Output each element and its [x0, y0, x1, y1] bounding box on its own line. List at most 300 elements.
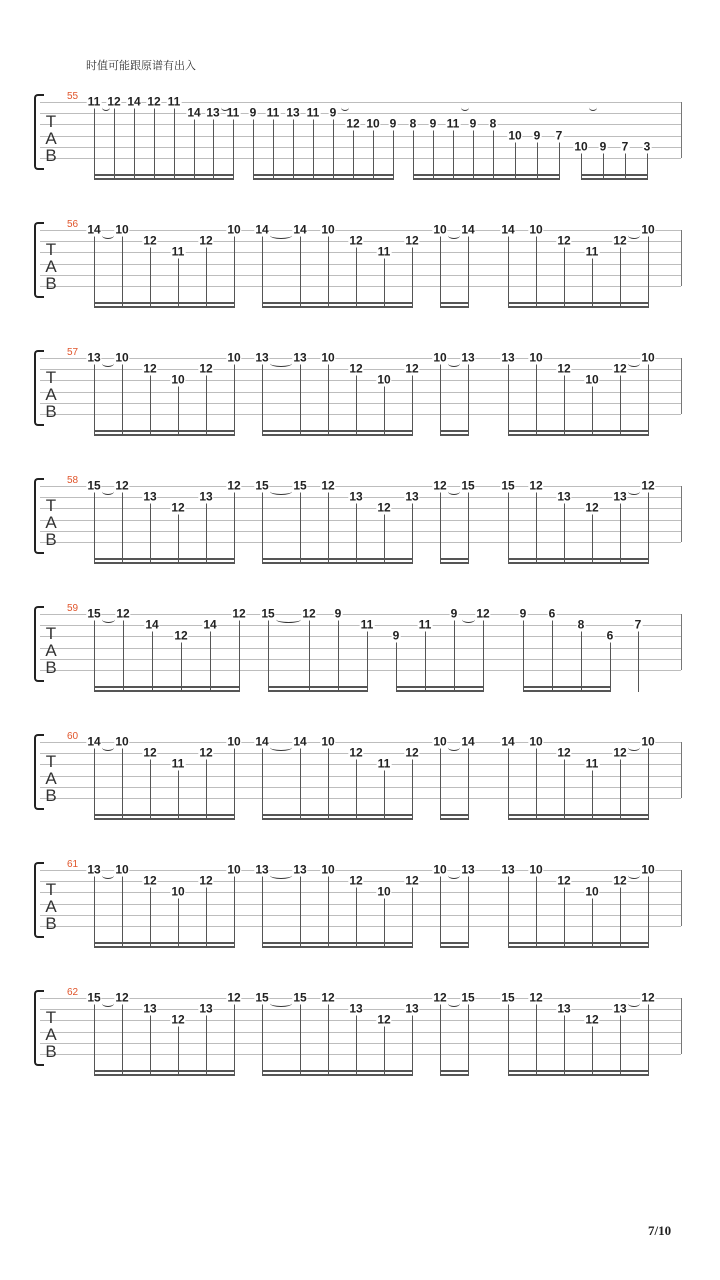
note-stem	[648, 876, 649, 948]
fret-number: 11	[585, 244, 599, 259]
note-stem	[356, 503, 357, 564]
tab-clef-letter: T	[45, 880, 57, 899]
fret-number: 7	[634, 617, 642, 632]
staff-line	[40, 358, 681, 359]
fret-number: 10	[529, 734, 543, 749]
fret-number: 6	[606, 628, 614, 643]
tab-system	[0, 987, 720, 1108]
tab-clef-letter: T	[45, 624, 57, 643]
note-stem	[413, 130, 414, 180]
fret-number: 14	[187, 105, 201, 120]
fret-number: 12	[405, 361, 419, 376]
note-stem	[564, 247, 565, 308]
note-beam	[523, 690, 611, 692]
note-beam	[94, 686, 240, 688]
note-stem	[393, 130, 394, 180]
note-stem	[468, 748, 469, 820]
barline	[681, 102, 682, 158]
fret-number: 9	[469, 116, 477, 131]
tab-system	[0, 603, 720, 724]
tab-clef-letter: T	[45, 112, 57, 131]
fret-number: 12	[405, 233, 419, 248]
tab-clef	[43, 113, 59, 164]
fret-number: 11	[446, 116, 460, 131]
measure-number: 60	[67, 731, 79, 742]
staff-line	[40, 486, 681, 487]
note-stem	[94, 620, 95, 692]
slur-mark	[102, 232, 114, 239]
note-stem	[181, 642, 182, 692]
fret-number: 9	[599, 139, 607, 154]
note-beam	[440, 1070, 469, 1072]
note-beam	[94, 690, 240, 692]
note-stem	[328, 364, 329, 436]
slur-mark	[628, 872, 640, 879]
note-stem	[210, 631, 211, 692]
tab-clef-letter: A	[45, 129, 57, 148]
note-stem	[610, 642, 611, 692]
note-stem	[592, 386, 593, 436]
note-stem	[648, 748, 649, 820]
note-stem	[620, 887, 621, 948]
note-stem	[536, 492, 537, 564]
note-beam	[440, 430, 469, 432]
fret-number: 13	[349, 489, 363, 504]
staff-line	[40, 1043, 681, 1044]
slur-mark	[589, 104, 597, 111]
note-stem	[384, 514, 385, 564]
barline	[681, 358, 682, 414]
staff-line	[40, 264, 681, 265]
note-stem	[412, 887, 413, 948]
fret-number: 12	[377, 1012, 391, 1027]
slur-mark	[341, 104, 349, 111]
note-beam	[262, 306, 413, 308]
tab-clef-letter: B	[45, 658, 57, 677]
fret-number: 15	[293, 478, 307, 493]
note-stem	[493, 130, 494, 180]
note-stem	[234, 1004, 235, 1076]
fret-number: 10	[366, 116, 380, 131]
note-stem	[206, 375, 207, 436]
fret-number: 13	[87, 862, 101, 877]
note-stem	[648, 492, 649, 564]
fret-number: 13	[293, 350, 307, 365]
note-beam	[581, 178, 648, 180]
tab-clef-letter: A	[45, 257, 57, 276]
note-stem	[178, 514, 179, 564]
fret-number: 14	[501, 222, 515, 237]
slur-mark	[270, 744, 292, 751]
fret-number: 14	[87, 222, 101, 237]
slur-mark	[276, 616, 301, 623]
fret-number: 12	[349, 745, 363, 760]
tab-clef-letter: B	[45, 1042, 57, 1061]
fret-number: 8	[409, 116, 417, 131]
staff-line	[40, 798, 681, 799]
staff-line	[40, 776, 681, 777]
slur-mark	[628, 232, 640, 239]
note-stem	[150, 375, 151, 436]
fret-number: 10	[433, 222, 447, 237]
note-stem	[253, 119, 254, 180]
note-stem	[178, 770, 179, 820]
barline	[681, 870, 682, 926]
fret-number: 14	[293, 222, 307, 237]
fret-number: 15	[87, 990, 101, 1005]
note-stem	[536, 1004, 537, 1076]
note-stem	[523, 620, 524, 692]
fret-number: 10	[641, 350, 655, 365]
note-stem	[384, 386, 385, 436]
slur-mark	[462, 616, 475, 623]
tab-clef-letter: A	[45, 641, 57, 660]
fret-number: 12	[321, 990, 335, 1005]
note-stem	[648, 236, 649, 308]
tab-clef-letter: T	[45, 1008, 57, 1027]
note-stem	[454, 620, 455, 692]
staff-line	[40, 998, 681, 999]
fret-number: 12	[557, 745, 571, 760]
note-stem	[536, 364, 537, 436]
tab-clef-letter: A	[45, 897, 57, 916]
note-beam	[262, 562, 413, 564]
note-stem	[552, 620, 553, 692]
fret-number: 12	[115, 990, 129, 1005]
note-stem	[333, 119, 334, 180]
note-stem	[508, 236, 509, 308]
tab-clef	[43, 1009, 59, 1060]
note-stem	[213, 119, 214, 180]
fret-number: 14	[145, 617, 159, 632]
note-stem	[94, 492, 95, 564]
fret-number: 12	[227, 478, 241, 493]
note-stem	[152, 631, 153, 692]
fret-number: 13	[613, 489, 627, 504]
note-stem	[483, 620, 484, 692]
fret-number: 12	[613, 873, 627, 888]
fret-number: 13	[405, 1001, 419, 1016]
fret-number: 10	[508, 128, 522, 143]
measure-number: 56	[67, 219, 79, 230]
note-beam	[94, 434, 235, 436]
tab-clef-letter: T	[45, 368, 57, 387]
page-number: 7/10	[648, 1223, 672, 1238]
note-stem	[268, 620, 269, 692]
note-stem	[536, 876, 537, 948]
note-stem	[150, 503, 151, 564]
fret-number: 13	[293, 862, 307, 877]
fret-number: 10	[641, 222, 655, 237]
note-stem	[508, 748, 509, 820]
fret-number: 12	[349, 233, 363, 248]
fret-number: 11	[377, 244, 391, 259]
note-stem	[592, 1026, 593, 1076]
tab-system	[0, 91, 720, 212]
note-stem	[468, 236, 469, 308]
fret-number: 14	[87, 734, 101, 749]
note-beam	[94, 946, 235, 948]
fret-number: 13	[405, 489, 419, 504]
fret-number: 12	[147, 94, 161, 109]
barline	[681, 998, 682, 1054]
fret-number: 12	[346, 116, 360, 131]
note-stem	[564, 887, 565, 948]
note-beam	[508, 302, 649, 304]
note-beam	[508, 558, 649, 560]
fret-number: 10	[321, 350, 335, 365]
note-stem	[440, 748, 441, 820]
fret-number: 10	[227, 862, 241, 877]
fret-number: 11	[418, 617, 432, 632]
fret-number: 12	[171, 500, 185, 515]
note-stem	[94, 108, 95, 180]
staff-line	[40, 113, 681, 114]
note-stem	[328, 748, 329, 820]
note-stem	[239, 620, 240, 692]
tab-clef-letter: A	[45, 1025, 57, 1044]
note-stem	[234, 364, 235, 436]
fret-number: 10	[377, 372, 391, 387]
slur-mark	[270, 1000, 292, 1007]
tab-system	[0, 219, 720, 340]
note-stem	[328, 492, 329, 564]
staff-line	[40, 904, 681, 905]
note-beam	[581, 174, 648, 176]
fret-number: 9	[389, 116, 397, 131]
slur-mark	[448, 360, 460, 367]
slur-mark	[102, 616, 115, 623]
note-beam	[508, 1070, 649, 1072]
staff-line	[40, 392, 681, 393]
fret-number: 10	[433, 734, 447, 749]
barline	[681, 486, 682, 542]
note-stem	[536, 236, 537, 308]
fret-number: 12	[476, 606, 490, 621]
note-beam	[94, 430, 235, 432]
note-stem	[453, 130, 454, 180]
note-beam	[523, 686, 611, 688]
note-stem	[356, 247, 357, 308]
note-stem	[300, 876, 301, 948]
note-beam	[440, 562, 469, 564]
note-stem	[114, 108, 115, 180]
tab-clef-letter: B	[45, 274, 57, 293]
staff-line	[40, 136, 681, 137]
note-stem	[300, 364, 301, 436]
fret-number: 13	[199, 489, 213, 504]
note-stem	[300, 1004, 301, 1076]
barline	[681, 742, 682, 798]
fret-number: 8	[577, 617, 585, 632]
staff-line	[40, 659, 681, 660]
slur-mark	[628, 488, 640, 495]
fret-number: 12	[613, 233, 627, 248]
note-beam	[440, 814, 469, 816]
fret-number: 15	[261, 606, 275, 621]
fret-number: 12	[171, 1012, 185, 1027]
note-beam	[94, 302, 235, 304]
fret-number: 15	[87, 606, 101, 621]
fret-number: 15	[87, 478, 101, 493]
note-beam	[440, 818, 469, 820]
barline	[681, 614, 682, 670]
note-beam	[262, 302, 413, 304]
staff-line	[40, 926, 681, 927]
note-stem	[648, 364, 649, 436]
staff-line	[40, 230, 681, 231]
fret-number: 12	[321, 478, 335, 493]
fret-number: 12	[433, 990, 447, 1005]
fret-number: 10	[227, 222, 241, 237]
staff-line	[40, 670, 681, 671]
fret-number: 12	[302, 606, 316, 621]
note-stem	[178, 898, 179, 948]
fret-number: 13	[87, 350, 101, 365]
note-beam	[396, 690, 484, 692]
fret-number: 10	[321, 734, 335, 749]
note-stem	[592, 514, 593, 564]
note-stem	[122, 748, 123, 820]
fret-number: 10	[115, 734, 129, 749]
note-stem	[356, 1015, 357, 1076]
note-beam	[94, 558, 235, 560]
note-beam	[508, 1074, 649, 1076]
note-stem	[353, 130, 354, 180]
note-stem	[122, 492, 123, 564]
note-stem	[468, 492, 469, 564]
note-stem	[384, 770, 385, 820]
slur-mark	[102, 744, 114, 751]
fret-number: 12	[232, 606, 246, 621]
fret-number: 15	[501, 478, 515, 493]
fret-number: 13	[557, 1001, 571, 1016]
tab-system	[0, 475, 720, 596]
tab-clef-letter: A	[45, 513, 57, 532]
slur-mark	[102, 1000, 114, 1007]
fret-number: 12	[143, 361, 157, 376]
fret-number: 11	[226, 105, 240, 120]
note-beam	[262, 434, 413, 436]
note-stem	[412, 503, 413, 564]
fret-number: 13	[286, 105, 300, 120]
transcription-note: 时值可能跟原谱有出入	[86, 59, 196, 72]
note-stem	[194, 119, 195, 180]
note-stem	[122, 1004, 123, 1076]
note-stem	[592, 770, 593, 820]
note-beam	[94, 562, 235, 564]
slur-mark	[221, 104, 229, 111]
measure-number: 59	[67, 603, 79, 614]
fret-number: 14	[461, 222, 475, 237]
note-beam	[94, 814, 235, 816]
fret-number: 10	[171, 884, 185, 899]
fret-number: 9	[334, 606, 342, 621]
fret-number: 14	[127, 94, 141, 109]
tab-system	[0, 731, 720, 852]
fret-number: 12	[107, 94, 121, 109]
note-stem	[581, 631, 582, 692]
note-stem	[620, 759, 621, 820]
measure-number: 55	[67, 91, 79, 102]
tab-clef-letter: A	[45, 769, 57, 788]
measure-number: 57	[67, 347, 79, 358]
note-stem	[328, 1004, 329, 1076]
note-beam	[440, 306, 469, 308]
fret-number: 12	[199, 361, 213, 376]
fret-number: 10	[641, 862, 655, 877]
fret-number: 14	[203, 617, 217, 632]
fret-number: 12	[143, 233, 157, 248]
fret-number: 12	[199, 745, 213, 760]
fret-number: 12	[174, 628, 188, 643]
fret-number: 11	[167, 94, 181, 109]
fret-number: 9	[519, 606, 527, 621]
note-beam	[440, 942, 469, 944]
fret-number: 10	[433, 862, 447, 877]
note-stem	[468, 1004, 469, 1076]
fret-number: 13	[255, 350, 269, 365]
fret-number: 12	[143, 873, 157, 888]
note-beam	[94, 818, 235, 820]
fret-number: 12	[557, 233, 571, 248]
note-stem	[373, 130, 374, 180]
note-stem	[262, 364, 263, 436]
note-stem	[300, 492, 301, 564]
fret-number: 10	[585, 372, 599, 387]
fret-number: 13	[199, 1001, 213, 1016]
note-stem	[468, 876, 469, 948]
note-stem	[122, 236, 123, 308]
fret-number: 3	[643, 139, 651, 154]
fret-number: 12	[529, 478, 543, 493]
note-stem	[440, 876, 441, 948]
tab-clef-letter: B	[45, 786, 57, 805]
staff-line	[40, 870, 681, 871]
staff-line	[40, 414, 681, 415]
fret-number: 13	[461, 350, 475, 365]
slur-mark	[270, 872, 292, 879]
note-stem	[564, 759, 565, 820]
fret-number: 10	[227, 734, 241, 749]
note-stem	[384, 898, 385, 948]
fret-number: 11	[266, 105, 280, 120]
slur-mark	[448, 872, 460, 879]
fret-number: 15	[255, 478, 269, 493]
staff-line	[40, 542, 681, 543]
note-beam	[508, 814, 649, 816]
note-stem	[384, 258, 385, 308]
fret-number: 13	[501, 350, 515, 365]
note-stem	[592, 258, 593, 308]
note-beam	[94, 178, 234, 180]
staff-line	[40, 275, 681, 276]
tab-clef	[43, 497, 59, 548]
slur-mark	[270, 360, 292, 367]
note-beam	[268, 686, 368, 688]
measure-number: 58	[67, 475, 79, 486]
slur-mark	[448, 232, 460, 239]
note-stem	[564, 375, 565, 436]
note-beam	[94, 1074, 235, 1076]
staff-line	[40, 520, 681, 521]
note-beam	[262, 1074, 413, 1076]
note-stem	[433, 130, 434, 180]
fret-number: 12	[529, 990, 543, 1005]
slur-mark	[102, 360, 114, 367]
note-stem	[234, 876, 235, 948]
fret-number: 13	[206, 105, 220, 120]
